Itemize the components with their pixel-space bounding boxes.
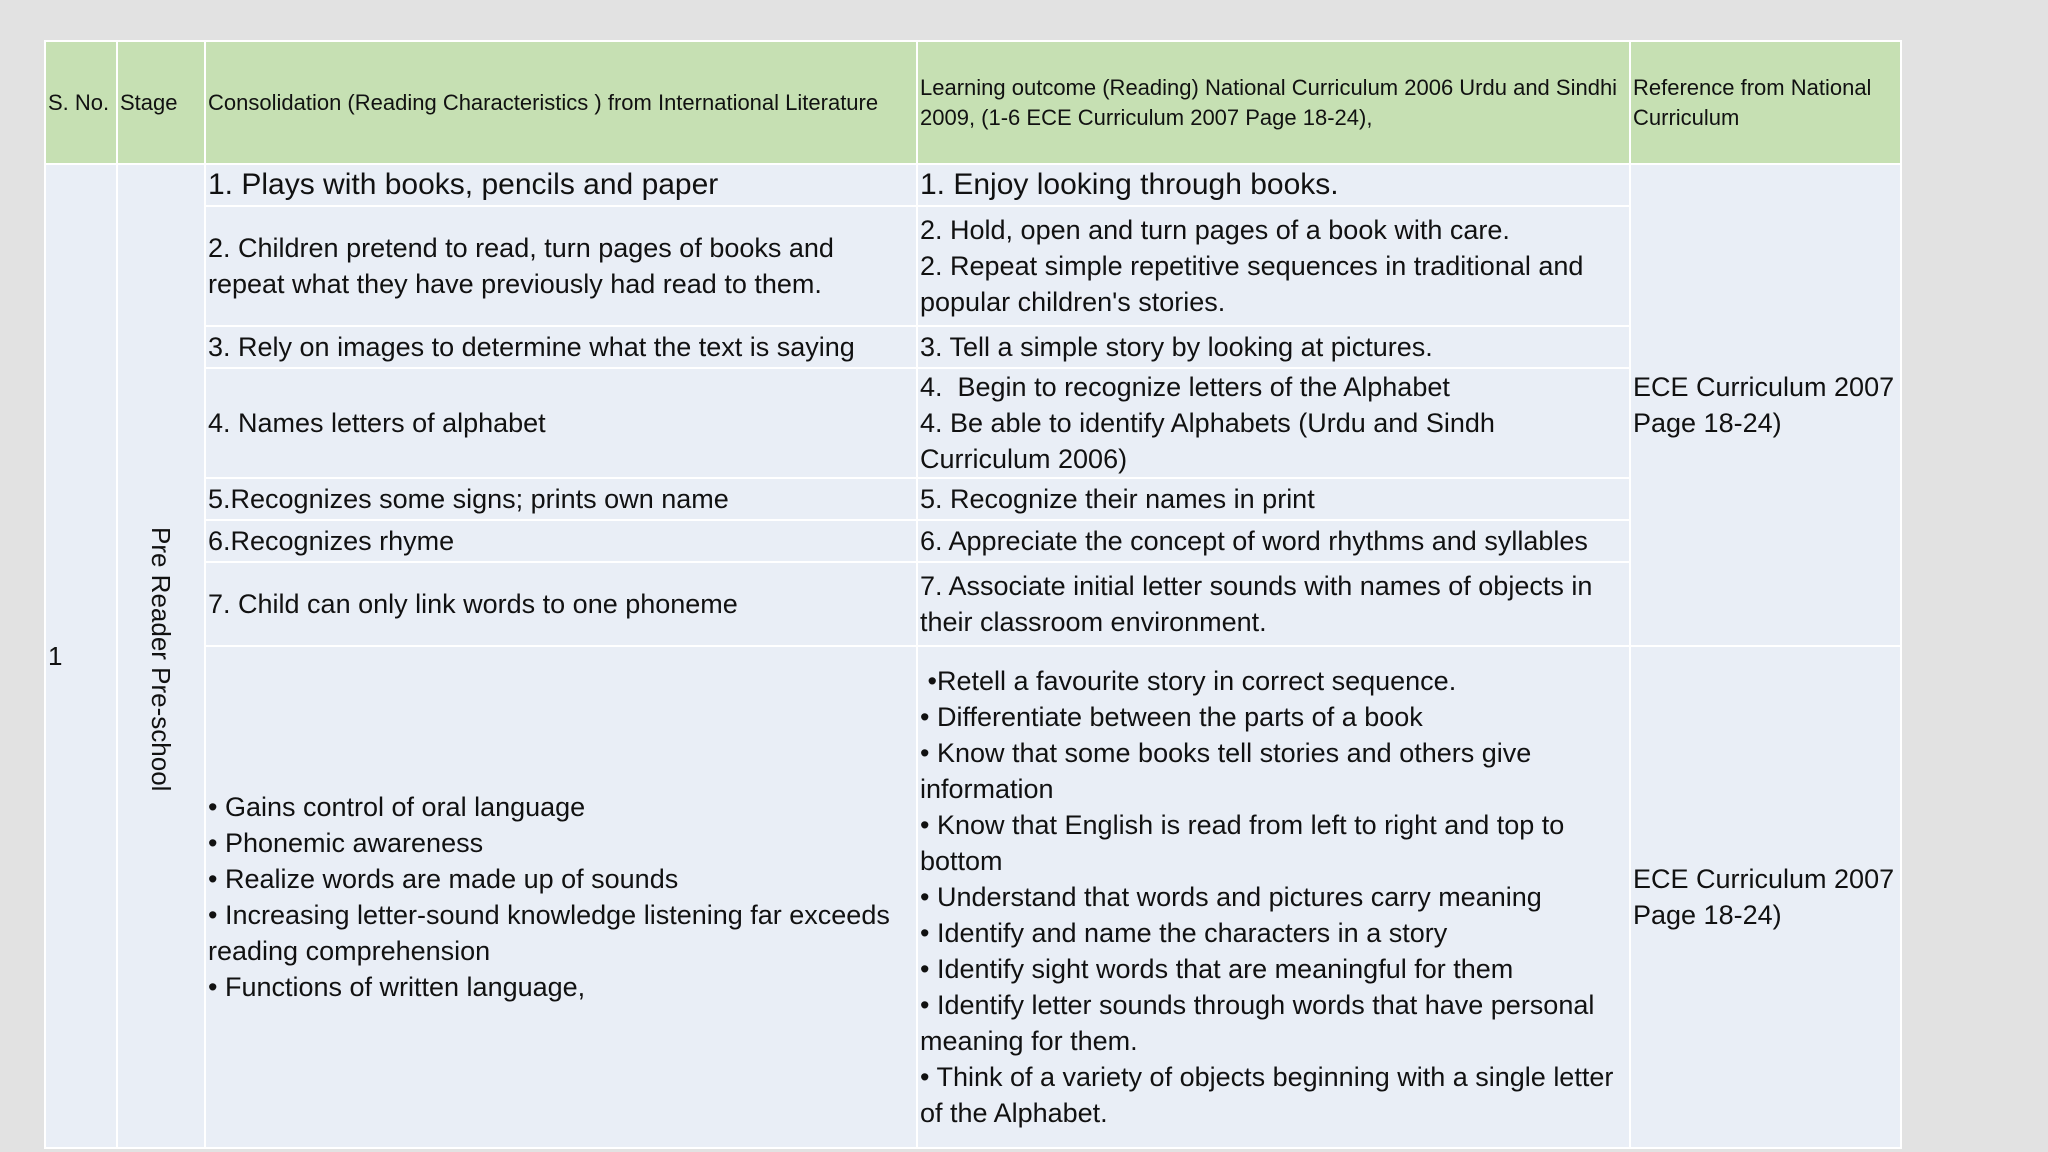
outcome-line: 3. Tell a simple story by looking at pictures. <box>920 332 1433 362</box>
table-row <box>45 478 1901 520</box>
outcome-line: •Retell a favourite story in correct sequence. <box>920 666 1457 696</box>
outcome-cell <box>917 164 1630 206</box>
characteristic-line: • Realize words are made up of sounds <box>208 864 679 894</box>
outcome-line: 7. Associate initial letter sounds with names of objects in their classroom environment. <box>920 571 1593 637</box>
outcome-line: 5. Recognize their names in print <box>920 484 1315 514</box>
header-consolidation: Consolidation (Reading Characteristics ) from International Literature <box>205 41 917 164</box>
header-row <box>45 41 1901 164</box>
outcome-cell <box>917 520 1630 562</box>
outcome-line: • Know that English is read from left to right and top to bottom <box>920 810 1565 876</box>
outcome-line: • Identify and name the characters in a story <box>920 918 1448 948</box>
characteristic-cell: 6.Recognizes rhyme <box>205 520 917 562</box>
outcome-line: 4. Begin to recognize letters of the Alphabet <box>920 372 1450 402</box>
outcome-line: 2. Repeat simple repetitive sequences in traditional and popular children's stories. <box>920 251 1584 317</box>
characteristic-line: • Gains control of oral language <box>208 792 586 822</box>
outcome-line: 4. Be able to identify Alphabets (Urdu and Sindh Curriculum 2006) <box>920 408 1495 474</box>
table-row <box>45 206 1901 326</box>
outcome-line: • Understand that words and pictures carry meaning <box>920 882 1542 912</box>
reference-cell: ECE Curriculum 2007 Page 18-24) <box>1630 646 1901 1148</box>
characteristic-cell: 5.Recognizes some signs; prints own name <box>205 478 917 520</box>
header-serial-number: S. No. <box>45 41 117 164</box>
table-row <box>45 326 1901 368</box>
characteristic-cell: 3. Rely on images to determine what the text is saying <box>205 326 917 368</box>
header-learning-outcome: Learning outcome (Reading) National Curriculum 2006 Urdu and Sindhi 2009, (1-6 ECE Curriculum 2007 Page 18-24), <box>917 41 1630 164</box>
outcome-cell <box>917 368 1630 478</box>
table-row <box>45 520 1901 562</box>
characteristic-line: • Phonemic awareness <box>208 828 484 858</box>
stage-cell <box>117 164 205 1148</box>
curriculum-table <box>44 40 1902 1149</box>
outcome-cell <box>917 206 1630 326</box>
stage-label: Pre Reader Pre-school <box>146 526 176 792</box>
outcome-cell <box>917 478 1630 520</box>
characteristic-cell: 4. Names letters of alphabet <box>205 368 917 478</box>
outcome-line: 6. Appreciate the concept of word rhythms and syllables <box>920 526 1588 556</box>
characteristic-cell: 2. Children pretend to read, turn pages of books and repeat what they have previously had read to them. <box>205 206 917 326</box>
outcome-line: • Differentiate between the parts of a book <box>920 702 1423 732</box>
characteristic-line: • Increasing letter-sound knowledge listening far exceeds reading comprehension <box>208 900 890 966</box>
outcome-line: 2. Hold, open and turn pages of a book with care. <box>920 215 1510 245</box>
table-row <box>45 646 1901 1148</box>
outcome-cell <box>917 562 1630 646</box>
outcome-line: • Identify sight words that are meaningful for them <box>920 954 1514 984</box>
header-reference: Reference from National Curriculum <box>1630 41 1901 164</box>
outcome-cell <box>917 326 1630 368</box>
outcome-cell <box>917 646 1630 1148</box>
characteristic-line: • Functions of written language, <box>208 972 586 1002</box>
outcome-line: • Know that some books tell stories and others give information <box>920 738 1532 804</box>
reference-cell: ECE Curriculum 2007 Page 18-24) <box>1630 164 1901 646</box>
serial-number-cell: 1 <box>45 164 117 1148</box>
outcome-line: • Identify letter sounds through words that have personal meaning for them. <box>920 990 1595 1056</box>
header-stage: Stage <box>117 41 205 164</box>
table-row <box>45 164 1901 206</box>
table-row <box>45 368 1901 478</box>
outcome-line: • Think of a variety of objects beginning with a single letter of the Alphabet. <box>920 1062 1614 1128</box>
outcome-line: 1. Enjoy looking through books. <box>920 168 1339 201</box>
characteristic-cell: 1. Plays with books, pencils and paper <box>205 164 917 206</box>
characteristic-cell <box>205 646 917 1148</box>
characteristic-cell: 7. Child can only link words to one phoneme <box>205 562 917 646</box>
table-row <box>45 562 1901 646</box>
